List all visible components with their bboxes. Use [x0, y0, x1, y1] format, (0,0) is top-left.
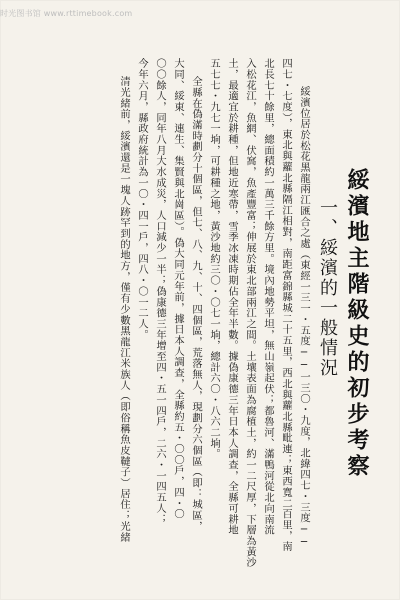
body-column-9: 〇〇餘人，同年八月大水成災，人口減少一半；偽康德三年增至四・五一四戶，二六・一四五人；	[154, 58, 166, 525]
body-column-2: 四七・七度），東北與蘿北縣隔江相對，南距富錦縣城二十五里，西北與蘿北縣毗連；東西寬二百里，南	[280, 58, 292, 552]
body-column-3: 北長七十餘里，總面積約一萬三千餘方里。境內地勢平坦，無山嶺起伏；都魯河、滿鴨河從北向南流	[262, 58, 274, 536]
vertical-text-region	[40, 58, 370, 583]
body-column-11: 清光緒前，綏濱還是一塊人跡罕到的地方，僅有少數黑龍江米族人（即俗稱魚皮韃子）居住；光緒	[118, 76, 130, 543]
body-column-1: 綏濱位居於松花黑龍兩江匯合之處（東經一三一・五度──一三〇・九度，北緯四七・三度──	[298, 86, 310, 549]
watermark: 时光图书馆 www.rttimebook.com	[0, 9, 133, 18]
body-column-5: 土，最適宜於耕種，但地近寒帶，雪季冰凍時期佔全年半數。據偽康德三年日本人調查，全縣可耕地	[226, 58, 238, 536]
document-title: 綏濱地主階級史的初步考察	[344, 168, 370, 480]
section-heading: 一、綏濱的一般情況	[317, 198, 338, 378]
body-column-7: 全縣在偽滿時劃分十個區，但七、八、九、十、四個區，荒落無人，現劃分六個區（即：城區，	[190, 76, 202, 532]
body-column-4: 入松花江，魚網、伏窩，魚產豐富；伸展於東北部兩江之間。土壤表面為腐植土，約一二尺厚，下層為黃沙	[244, 58, 256, 568]
body-column-10: 今年六月，縣政府統計為一〇・四一戶，四八・〇一二人。	[136, 58, 148, 341]
body-column-8: 大同、綏東、連生、集賢與北崗區）。偽大同元年前，據日本人調查，全縣約五・〇〇戶，四・〇	[172, 58, 184, 520]
body-column-6: 五七七・九七一垧，可耕種之地，黃沙地約三〇・〇七一垧，總計六〇・八六二垧。	[208, 58, 220, 460]
